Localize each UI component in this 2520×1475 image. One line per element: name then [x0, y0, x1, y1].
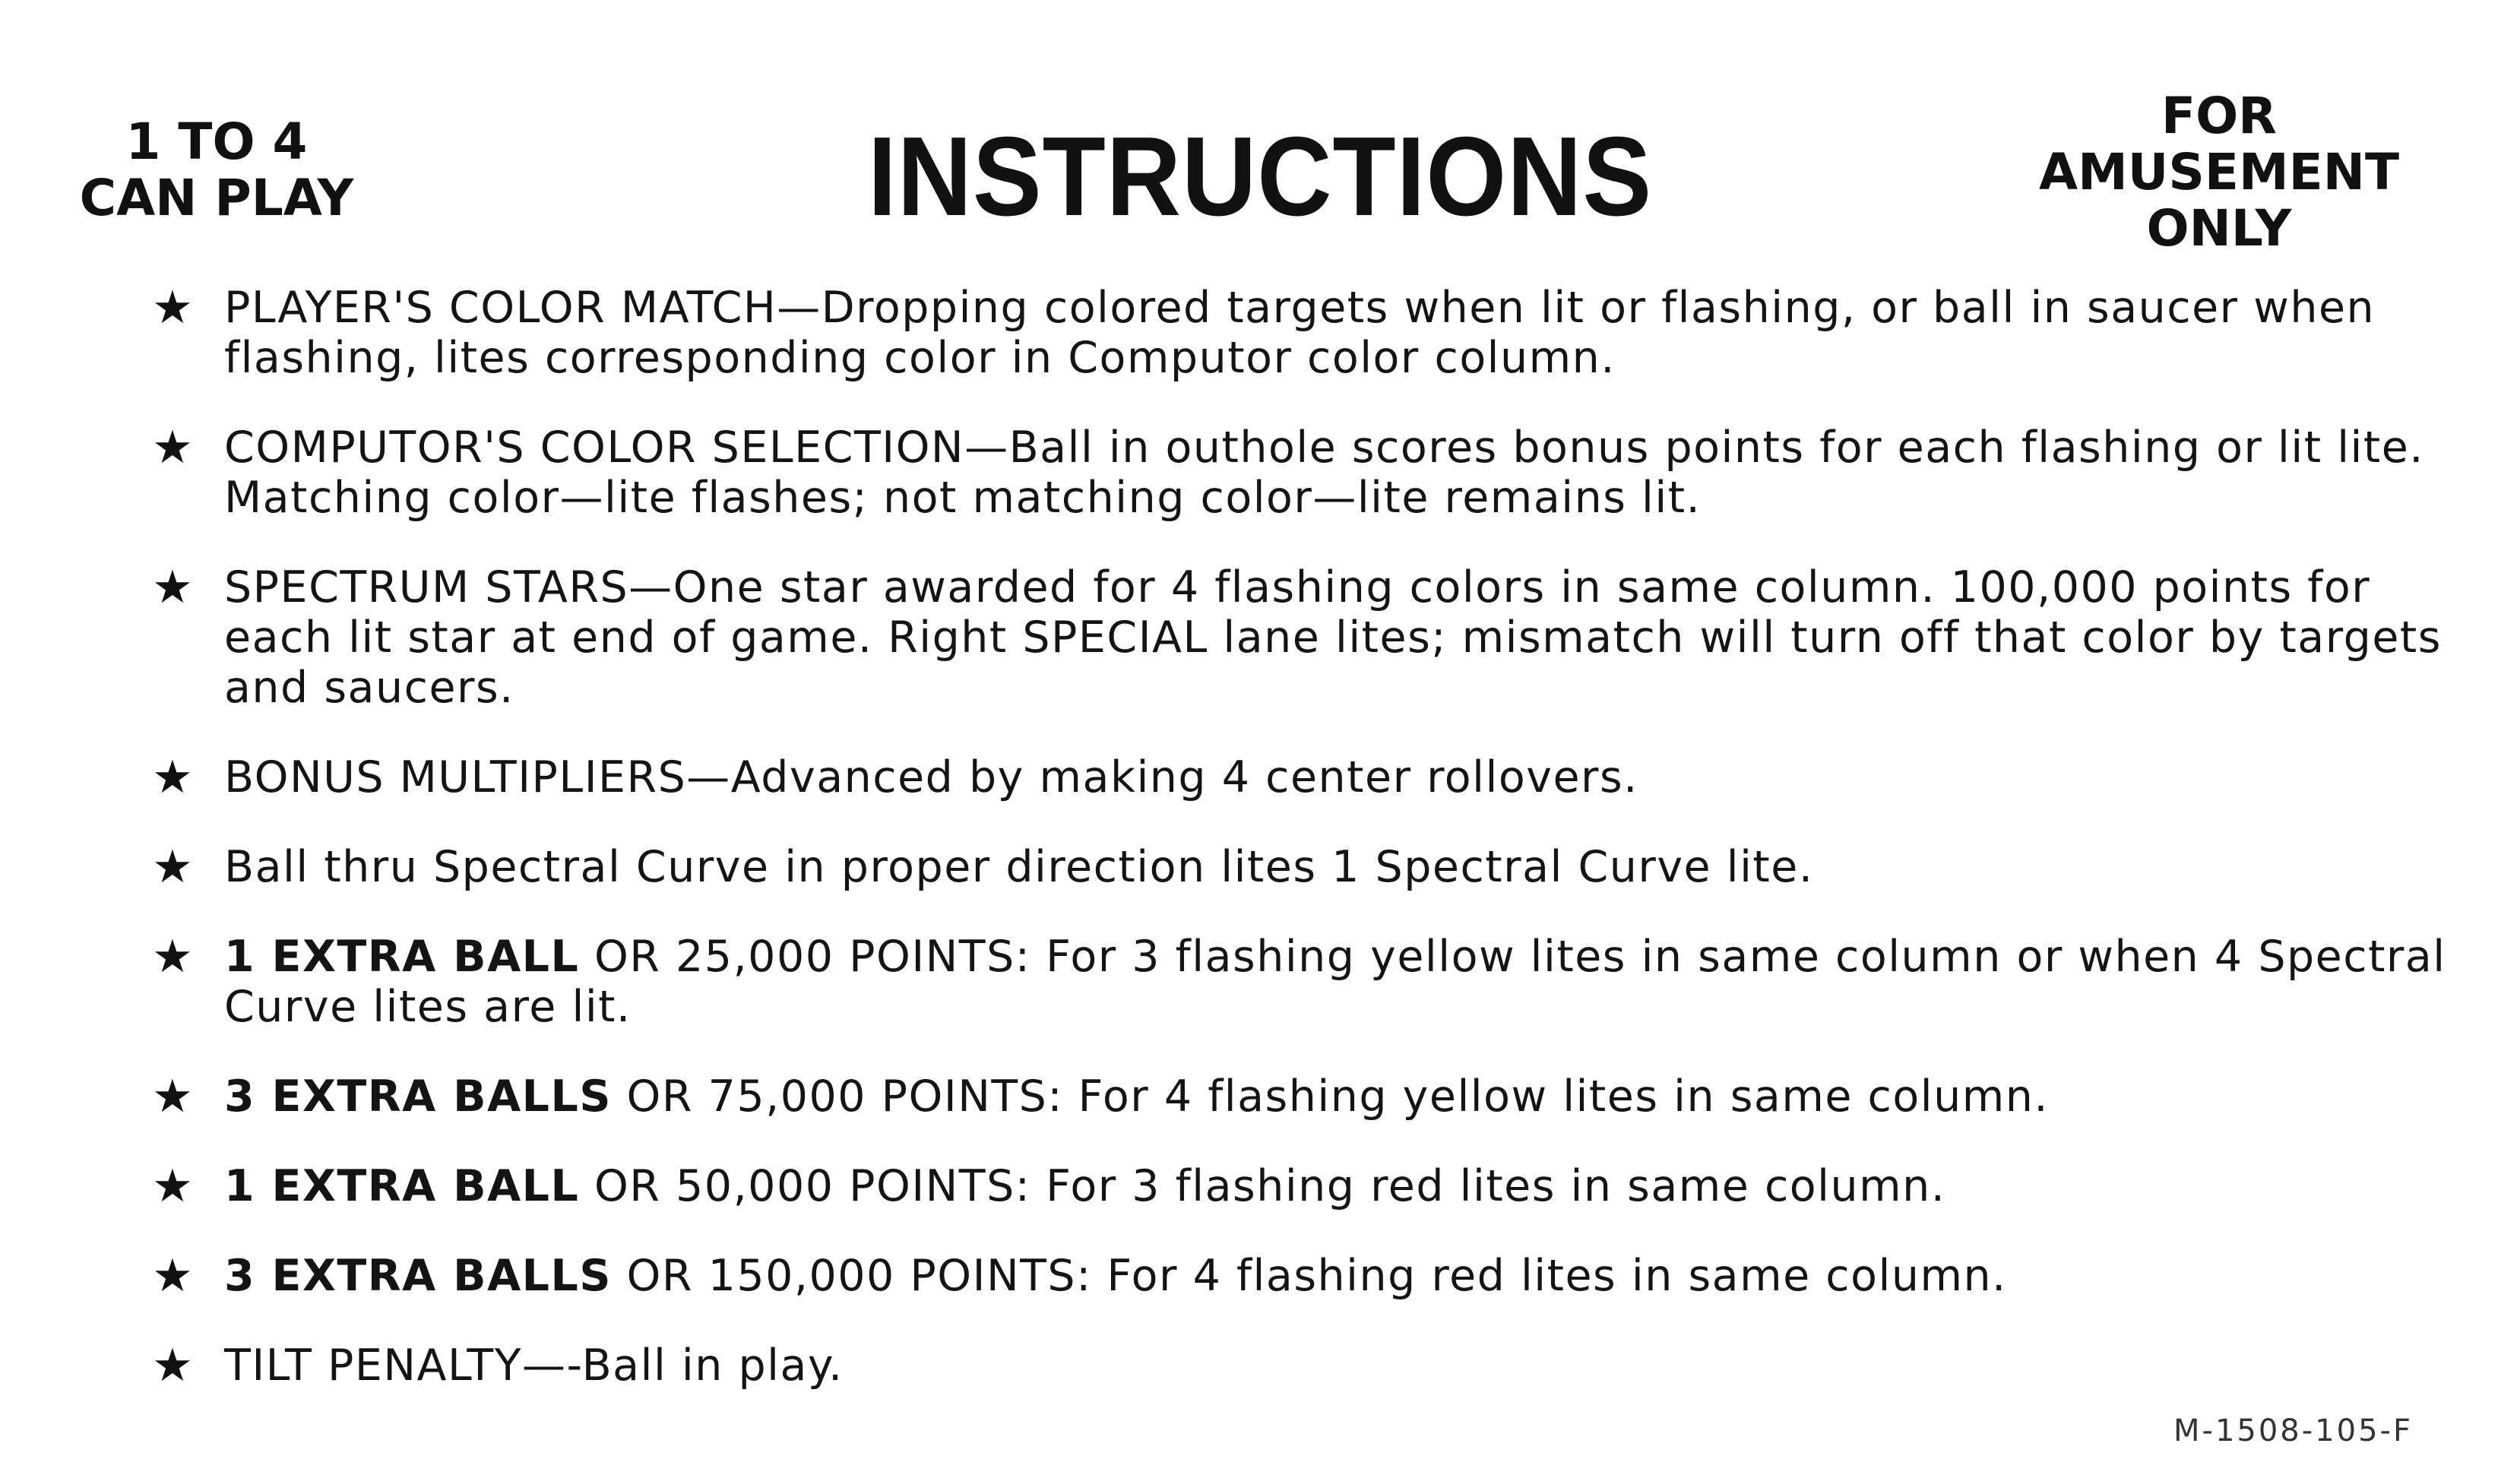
amusement-line-1: FOR: [2161, 87, 2277, 145]
item-text: OR 50,000 POINTS: For 3 flashing red lites in same column.: [579, 1161, 1946, 1211]
players-count-text: 1 TO 4: [125, 112, 308, 171]
item-bold-text: 1 EXTRA BALL: [224, 1161, 580, 1211]
list-item: [152, 1340, 2493, 1391]
star-icon: ★: [152, 840, 195, 894]
list-item: [152, 1071, 2493, 1122]
item-bold-text: 3 EXTRA BALLS: [224, 1251, 612, 1301]
list-item: [152, 1251, 2493, 1301]
star-icon: ★: [152, 1249, 195, 1302]
item-text: PLAYER'S COLOR MATCH—Dropping colored targets when lit or flashing, or ball in saucer when flashing, lites corresponding color in Computor color column.: [224, 283, 2376, 383]
item-bold-text: 3 EXTRA BALLS: [224, 1071, 612, 1122]
item-text: OR 75,000 POINTS: For 4 flashing yellow lites in same column.: [611, 1071, 2049, 1122]
star-icon: ★: [152, 561, 195, 614]
list-item: [152, 1161, 2493, 1211]
item-text: TILT PENALTY—-Ball in play.: [224, 1340, 844, 1391]
list-item: [152, 932, 2493, 1032]
star-icon: ★: [152, 281, 195, 334]
item-text: Ball thru Spectral Curve in proper direction lites 1 Spectral Curve lite.: [224, 842, 1814, 892]
star-icon: ★: [152, 930, 195, 983]
list-item: [152, 842, 2493, 892]
star-icon: ★: [152, 421, 195, 474]
amusement-line-2: AMUSEMENT: [2039, 143, 2399, 201]
star-icon: ★: [152, 1160, 195, 1213]
list-item: [152, 752, 2493, 802]
list-item: [152, 562, 2493, 713]
list-item: [152, 423, 2493, 523]
item-text: OR 150,000 POINTS: For 4 flashing red lites in same column.: [611, 1251, 2007, 1301]
page-title: INSTRUCTIONS: [867, 114, 1653, 239]
item-bold-text: 1 EXTRA BALL: [224, 932, 580, 982]
can-play-text: CAN PLAY: [79, 169, 354, 227]
instructions-list: [152, 283, 2493, 1430]
item-text: SPECTRUM STARS—One star awarded for 4 flashing colors in same column. 100,000 points for each lit star at end of game. Right SPECIAL lane lites; mismatch will turn off that color by targets and saucers.: [224, 562, 2442, 713]
star-icon: ★: [152, 751, 195, 804]
star-icon: ★: [152, 1070, 195, 1123]
star-icon: ★: [152, 1339, 195, 1392]
item-text: BONUS MULTIPLIERS—Advanced by making 4 center rollovers.: [224, 752, 1638, 802]
item-text: COMPUTOR'S COLOR SELECTION—Ball in outhole scores bonus points for each flashing or lit lite. Matching color—lite flashes; not matching color—lite remains lit.: [224, 423, 2424, 523]
amusement-line-3: ONLY: [2146, 199, 2292, 258]
part-number: M-1508-105-F: [2173, 1413, 2413, 1448]
item-text: OR 25,000 POINTS: For 3 flashing yellow lites in same column or when 4 Spectral Curve lites are lit.: [224, 932, 2446, 1032]
list-item: [152, 283, 2493, 383]
amusement-label: [2021, 88, 2417, 257]
